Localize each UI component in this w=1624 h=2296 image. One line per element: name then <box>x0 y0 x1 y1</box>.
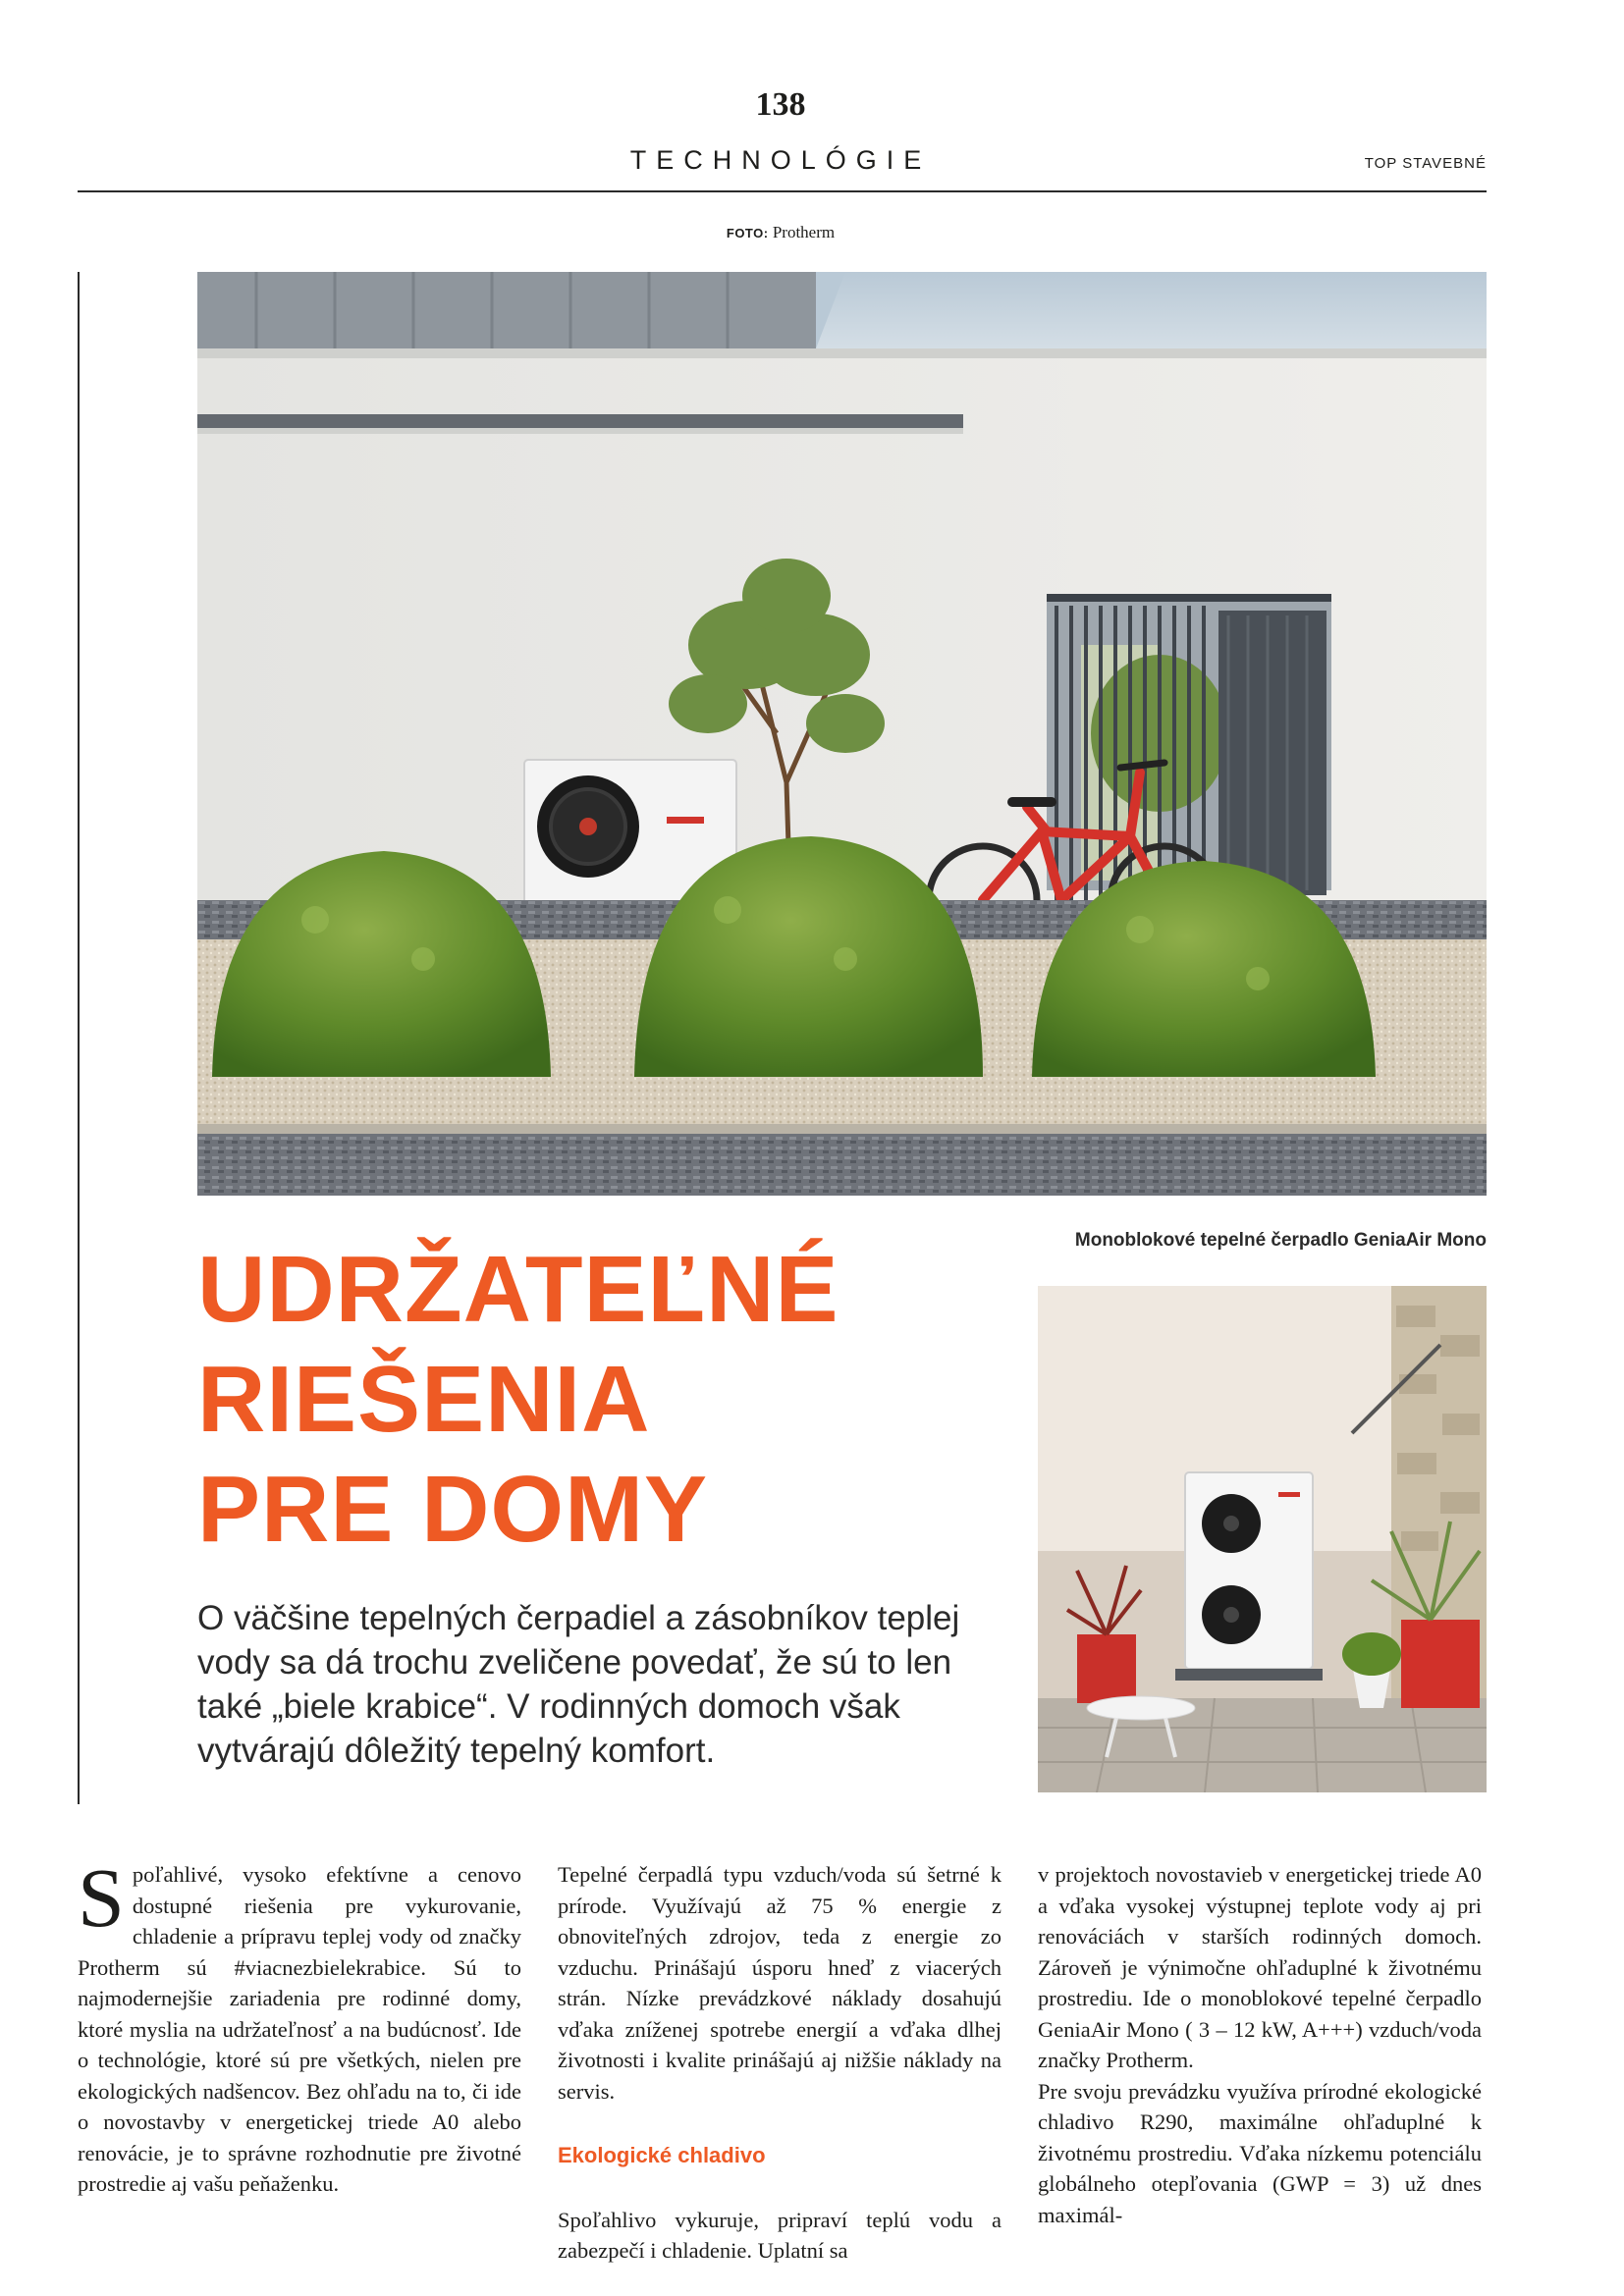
secondary-photo-illustration <box>1038 1286 1487 1792</box>
main-photo <box>197 272 1487 1196</box>
secondary-photo <box>1038 1286 1487 1792</box>
photo-credit <box>0 223 1561 242</box>
left-vertical-rule <box>78 272 80 1804</box>
body-column-1 <box>78 1850 521 2200</box>
headline-line-2: RIEŠENIA <box>197 1347 651 1452</box>
body-paragraph-4: v projektoch novostavieb v energetickej triede A0 a vďaka vysokej výstupnej teplote vody aj pri renováciách v starších rodinných domoch. Zároveň je výnimočne ohľaduplné k životnému prostrediu. Ide o monoblokové tepelné čerpadlo GeniaAir Mono ( 3 – 12 kW, A+++) vzduch/voda značky Protherm. <box>1038 1862 1482 2072</box>
body-column-3 <box>1038 1859 1482 2230</box>
page-number: 138 <box>755 86 806 123</box>
main-photo-illustration <box>197 272 1487 1196</box>
photo-credit-label: FOTO: <box>726 226 769 240</box>
photo-caption: Monoblokové tepelné čerpadlo GeniaAir Mono <box>1074 1230 1487 1251</box>
photo-credit-source: Protherm <box>772 223 836 241</box>
body-paragraph-1-text: poľahlivé, vysoko efektívne a cenovo dostupné riešenia pre vykurovanie, chladenie a prípravu teplej vody od značky Protherm sú #viacnezbielekrabice. Sú to najmodernejšie zariadenia pre rodinné domy, ktoré myslia na udržateľnosť a na budúcnosť. Ide o technológie, ktoré sú pre všetkých, nielen pre ekologických nadšencov. Bez ohľadu na to, či ide o novostavby v energetickej triede A0 alebo renovácie, je to správne rozhodnutie pre životné prostredie aj vašu peňaženku. <box>78 1862 521 2196</box>
lead-paragraph: O väčšine tepelných čerpadiel a zásobníkov teplej vody sa dá trochu zveličene povedať, že sú to len také „biele krabice“. V rodinných domoch však vytvárajú dôležitý tepelný komfort. <box>197 1599 960 1770</box>
section-title: TECHNOLÓGIE <box>629 145 932 175</box>
subheading: Ekologické chladivo <box>558 2143 766 2167</box>
body-paragraph-5: Pre svoju prevádzku využíva prírodné ekologické chladivo R290, maximálne ohľaduplné k životnému prostrediu. Vďaka nízkemu potenciálu globálneho otepľovania (GWP = 3) už dnes maximál- <box>1038 2078 1482 2227</box>
headline <box>197 1235 944 1565</box>
headline-line-1: UDRŽATEĽNÉ <box>197 1237 839 1342</box>
body-paragraph-2: Tepelné čerpadlá typu vzduch/voda sú šetrné k prírode. Využívajú až 75 % energie z obnoviteľných zdrojov, teda z energie zo vzduchu. Prinášajú úsporu hneď z viacerých strán. Nízke prevádzkové náklady dosahujú vďaka zníženej spotrebe energií a vďaka dlhej životnosti i kvalite prinášajú aj nižšie náklady na servis. <box>558 1862 1001 2104</box>
headline-line-3: PRE DOMY <box>197 1457 709 1562</box>
magazine-name: TOP STAVEBNÉ <box>1364 155 1487 172</box>
body-paragraph-1 <box>78 1850 521 2200</box>
body-column-2 <box>558 1859 1001 2267</box>
body-paragraph-3: Spoľahlivo vykuruje, pripraví teplú vodu a zabezpečí i chladenie. Uplatní sa <box>558 2207 1001 2263</box>
header-divider <box>78 190 1487 192</box>
drop-cap: S <box>78 1850 125 1945</box>
